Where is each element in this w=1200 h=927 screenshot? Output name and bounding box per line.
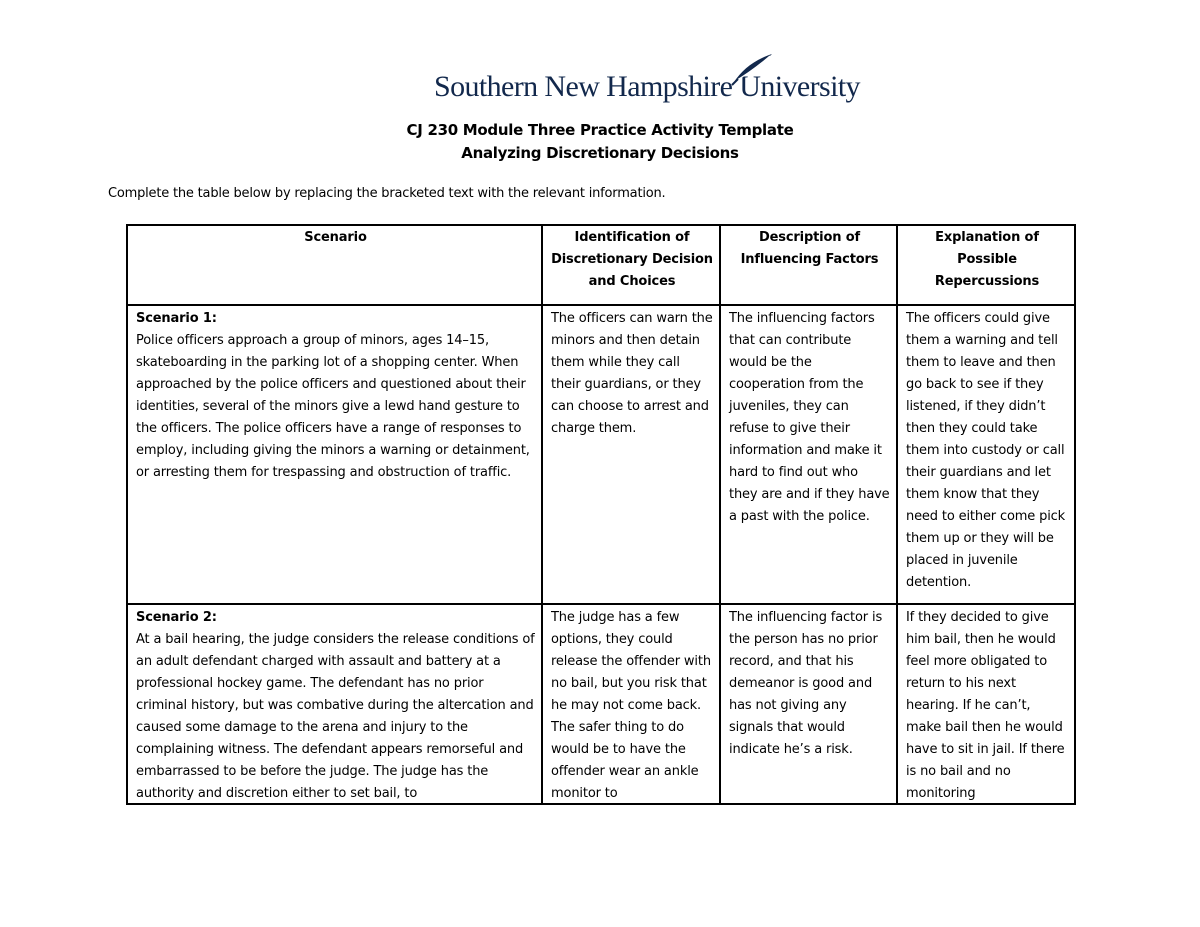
table-header-row xyxy=(127,225,1075,305)
table-row xyxy=(127,604,1075,804)
activity-table xyxy=(126,224,1076,805)
repercussions-cell: The officers could give them a warning and tell them to leave and then go back to see if they listened, if they didn’t then they could take them into custody or call their guardians and let them know that they need to either come pick them up or they will be placed in juvenile detention. xyxy=(897,305,1075,604)
factors-cell: The influencing factors that can contribute would be the cooperation from the juveniles, they can refuse to give their information and make it hard to find out who they are and if they have a past with the police. xyxy=(720,305,897,604)
repercussions-cell xyxy=(897,604,1075,804)
instructions-text: Complete the table below by replacing the bracketed text with the relevant information. xyxy=(108,186,666,201)
header-explanation: Explanation of Possible Repercussions xyxy=(897,225,1075,305)
factors-cell xyxy=(720,604,897,804)
decision-cell xyxy=(542,604,720,804)
scenario-cell xyxy=(127,305,542,604)
factors-text: The influencing factor is the person has no prior record, and that his demeanor is good and has not giving any signals that would indicate he’s a risk. xyxy=(729,610,883,757)
university-logo xyxy=(434,52,860,104)
scenario-label: Scenario 2: xyxy=(136,610,217,625)
leaf-icon xyxy=(730,52,774,86)
scenario-label: Scenario 1: xyxy=(136,311,217,326)
scenario-text: Police officers approach a group of minors, ages 14–15, skateboarding in the parking lot of a shopping center. When approached by the police officers and questioned about their identities, several of the minors give a lewd hand gesture to the officers. The police officers have a range of responses to employ, including giving the minors a warning or detainment, or arresting them for trespassing and obstruction of traffic. xyxy=(136,333,530,480)
logo-wordmark: Southern New Hampshire University xyxy=(434,70,860,103)
scenario-cell xyxy=(127,604,542,804)
table-row xyxy=(127,305,1075,604)
header-scenario: Scenario xyxy=(127,225,542,305)
decision-cell: The officers can warn the minors and then detain them while they call their guardians, or they can choose to arrest and charge them. xyxy=(542,305,720,604)
decision-text: The judge has a few options, they could release the offender with no bail, but you risk that he may not come back. The safer thing to do would be to have the offender wear an ankle monitor to xyxy=(551,610,711,801)
header-description: Description of Influencing Factors xyxy=(720,225,897,305)
header-identification: Identification of Discretionary Decision and Choices xyxy=(542,225,720,305)
document-subtitle: Analyzing Discretionary Decisions xyxy=(461,144,739,162)
repercussions-text: If they decided to give him bail, then he would feel more obligated to return to his next hearing. If he can’t, make bail then he would have to sit in jail. If there is no bail and no monitoring xyxy=(906,610,1065,801)
scenario-text: At a bail hearing, the judge considers the release conditions of an adult defendant charged with assault and battery at a professional hockey game. The defendant has no prior criminal history, but was combative during the altercation and caused some damage to the arena and injury to the complaining witness. The defendant appears remorseful and embarrassed to be before the judge. The judge has the authority and discretion either to set bail, to xyxy=(136,632,535,801)
document-title: CJ 230 Module Three Practice Activity Template xyxy=(406,121,794,139)
